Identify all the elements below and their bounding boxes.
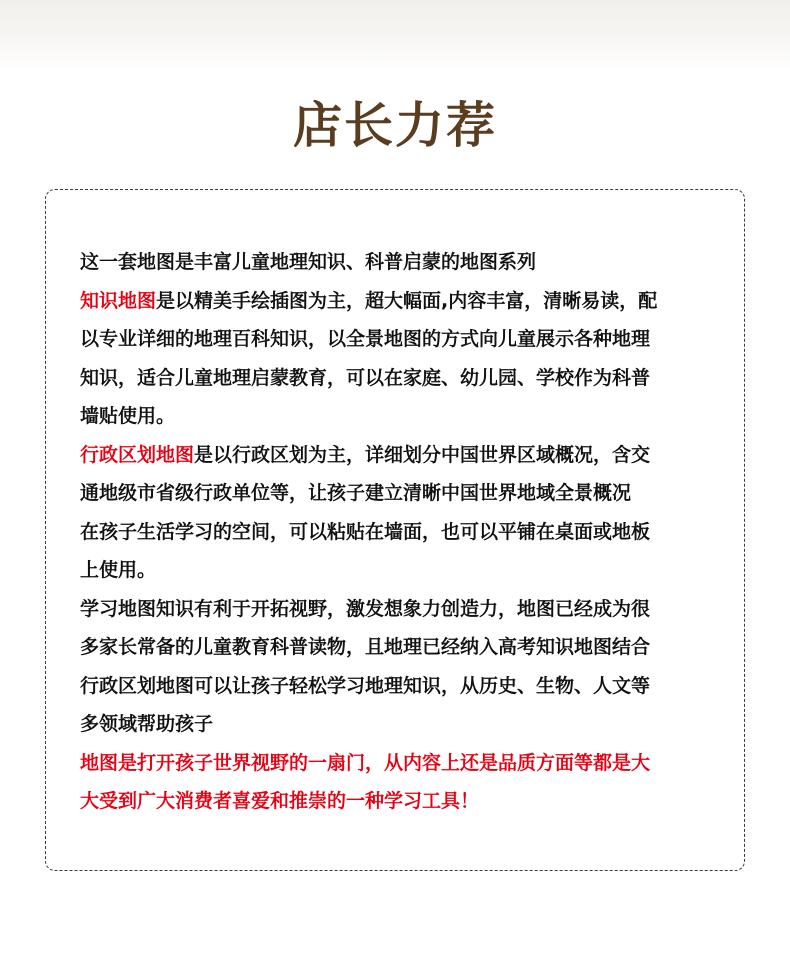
paragraph-line: 行政区划地图可以让孩子轻松学习地理知识，从历史、生物、人文等 xyxy=(80,674,651,697)
paragraph-line: 以专业详细的地理百科知识，以全景地图的方式向儿童展示各种地理 xyxy=(80,328,651,350)
paragraph-text: 是以精美手绘插图为主，超大幅面,内容丰富，清晰易读，配 xyxy=(156,289,658,312)
description-text xyxy=(80,243,720,821)
admin-map-paragraph xyxy=(80,436,720,590)
closing-line: 地图是打开孩子世界视野的一扇门，从内容上还是品质方面等都是大 xyxy=(80,751,651,774)
paragraph-line: 在孩子生活学习的空间，可以粘贴在墙面，也可以平铺在桌面或地板 xyxy=(80,520,651,543)
closing-paragraph xyxy=(80,744,720,821)
intro-line: 这一套地图是丰富儿童地理知识、科普启蒙的地图系列 xyxy=(80,251,537,273)
knowledge-map-highlight: 知识地图 xyxy=(80,289,157,312)
page-title: 店长力荐 xyxy=(292,97,497,154)
paragraph-line: 上使用。 xyxy=(80,559,157,581)
admin-map-highlight: 行政区划地图 xyxy=(80,443,195,466)
closing-line: 大受到广大消费者喜爱和推崇的一种学习工具！ xyxy=(80,790,480,812)
paragraph-line: 多领域帮助孩子 xyxy=(80,713,214,735)
knowledge-map-paragraph xyxy=(80,282,720,436)
paragraph-line: 墙贴使用。 xyxy=(80,405,176,427)
paragraph-text: 是以行政区划为主，详细划分中国世界区域概况，含交 xyxy=(194,443,651,466)
paragraph-line: 多家长常备的儿童教育科普读物，且地理已经纳入高考知识地图结合 xyxy=(80,636,651,658)
learning-paragraph xyxy=(80,590,720,744)
paragraph-line: 知识，适合儿童地理启蒙教育，可以在家庭、幼儿园、学校作为科普 xyxy=(80,366,651,389)
paragraph-line: 通地级市省级行政单位等，让孩子建立清晰中国世界地域全景概况 xyxy=(80,482,632,504)
top-texture-band xyxy=(0,0,790,72)
paragraph-line xyxy=(80,282,720,321)
paragraph-line: 学习地图知识有利于开拓视野，激发想象力创造力，地图已经成为很 xyxy=(80,597,651,620)
paragraph-line xyxy=(80,436,720,475)
